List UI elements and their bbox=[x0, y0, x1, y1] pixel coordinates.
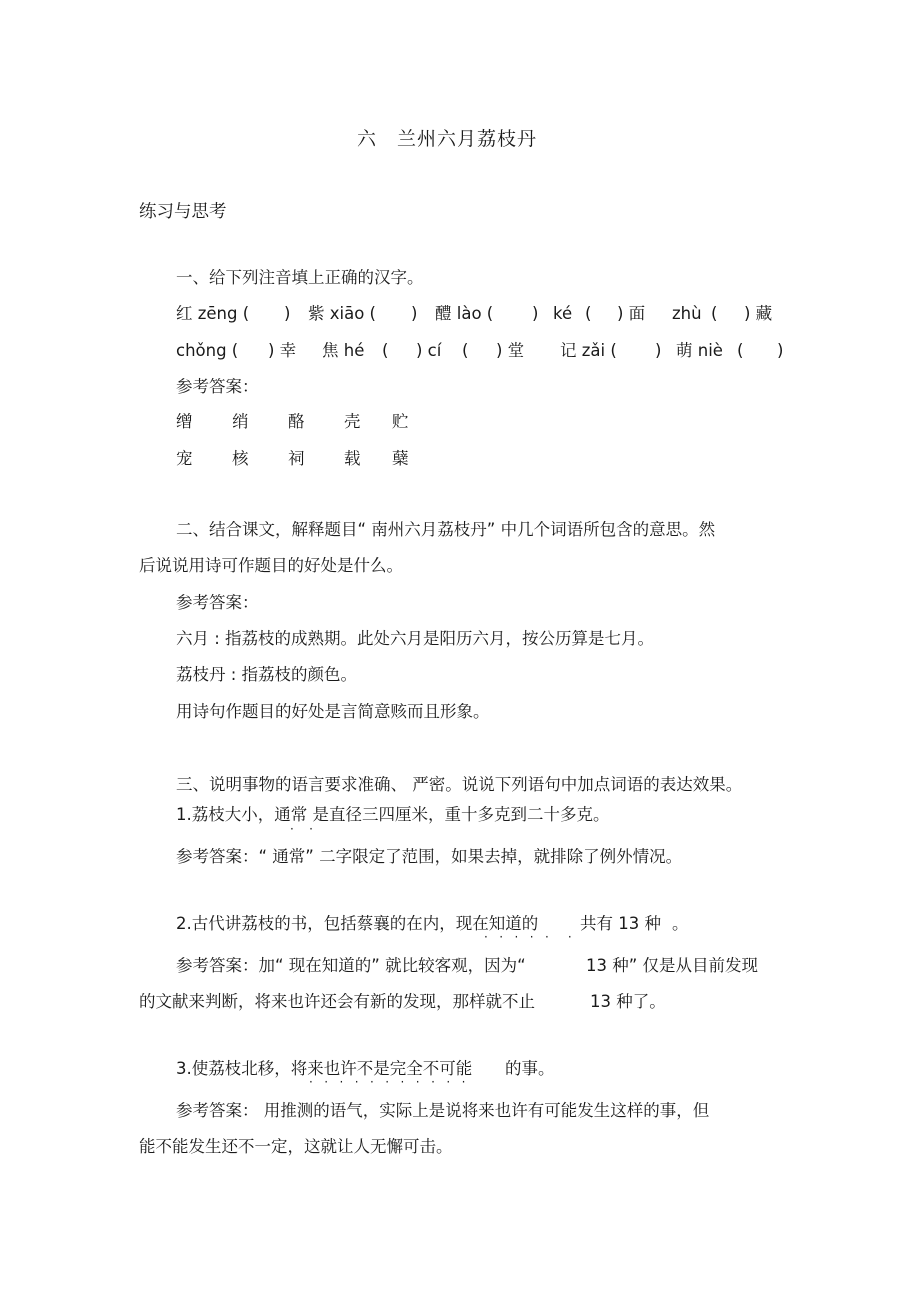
answer-char: 绡 bbox=[232, 412, 249, 431]
q1-row1-item: ) bbox=[411, 304, 418, 323]
q1-row2-item: ) bbox=[655, 341, 662, 360]
q1-row2-item: ) bbox=[777, 341, 784, 360]
emphasis-dots: · · · · · · · · · · · bbox=[309, 1075, 466, 1089]
q3-item-3-text: 3.使荔枝北移，将来也许不是完全不可能 bbox=[176, 1059, 473, 1078]
q3-answer-2-line1-b: 13 种” 仅是从目前发现 bbox=[586, 956, 759, 975]
q3-item-2-count: 共有 13 种 bbox=[580, 914, 661, 933]
q1-row1-item: ké bbox=[553, 304, 573, 323]
q1-row2-item: ( bbox=[737, 341, 744, 360]
q3-answer-1: 参考答案：“ 通常” 二字限定了范围，如果去掉，就排除了例外情况。 bbox=[176, 847, 683, 866]
q3-item-3-end: 的事。 bbox=[505, 1059, 555, 1078]
q1-prompt: 一、给下列注音填上正确的汉字。 bbox=[176, 268, 424, 287]
answer-char: 贮 bbox=[392, 412, 409, 431]
q3-answer-2-line2-b: 13 种了。 bbox=[590, 992, 666, 1011]
q1-row2-item: 萌 niè bbox=[676, 341, 723, 360]
answer-char: 核 bbox=[232, 449, 249, 468]
q3-prompt: 三、说明事物的语言要求准确、 严密。说说下列语句中加点词语的表达效果。 bbox=[176, 775, 743, 794]
emphasis-dots: · · bbox=[290, 822, 313, 836]
q1-row2-item: chǒng ( bbox=[176, 341, 239, 360]
q1-row1-item: 醴 lào ( bbox=[435, 304, 494, 323]
q1-row1-item: 红 zēng ( bbox=[176, 304, 250, 323]
q1-row2-item: ) cí bbox=[416, 341, 442, 360]
page-title: 六 兰州六月荔枝丹 bbox=[357, 128, 538, 150]
q3-answer-2-line1-a: 参考答案：加“ 现在知道的” 就比较客观，因为“ bbox=[176, 956, 526, 975]
answer-char: 载 bbox=[344, 449, 361, 468]
q2-answer-label: 参考答案： bbox=[176, 593, 259, 612]
q1-row2-item: ) 堂 bbox=[496, 341, 525, 360]
q1-row1-item: ) 面 bbox=[617, 304, 646, 323]
q3-item-2-end: 。 bbox=[672, 914, 689, 933]
q1-row1-item: ( bbox=[585, 304, 592, 323]
q3-item-2-text: 2.古代讲荔枝的书，包括蔡襄的在内，现在知道的 bbox=[176, 914, 539, 933]
q2-prompt-line1: 二、结合课文，解释题目“ 南州六月荔枝丹” 中几个词语所包含的意思。然 bbox=[176, 520, 716, 539]
q1-row1-item: ) 藏 bbox=[744, 304, 773, 323]
q2-answer-1: 六月 : 指荔枝的成熟期。此处六月是阳历六月，按公历算是七月。 bbox=[176, 629, 655, 648]
q2-answer-2: 荔枝丹 : 指荔枝的颜色。 bbox=[176, 665, 358, 684]
q1-row2-item: ( bbox=[382, 341, 389, 360]
q1-row2-item: 焦 hé bbox=[322, 341, 365, 360]
q1-answer-label: 参考答案： bbox=[176, 377, 259, 396]
q3-item-1: 1.荔枝大小，通常 是直径三四厘米，重十多克到二十多克。 bbox=[176, 805, 610, 824]
answer-char: 蘖 bbox=[392, 449, 409, 468]
q1-row1-item: ) bbox=[532, 304, 539, 323]
q1-row2-item: ( bbox=[462, 341, 469, 360]
answer-char: 祠 bbox=[288, 449, 305, 468]
q1-row1-item: zhù bbox=[672, 304, 702, 323]
q1-row1-item: ( bbox=[711, 304, 718, 323]
section-title: 练习与思考 bbox=[139, 202, 227, 222]
q3-answer-2-line2-a: 的文献来判断，将来也许还会有新的发现，那样就不止 bbox=[139, 992, 535, 1011]
answer-char: 缯 bbox=[176, 412, 193, 431]
q3-answer-3-line2: 能不能发生还不一定，这就让人无懈可击。 bbox=[139, 1137, 453, 1156]
q2-prompt-line2: 后说说用诗可作题目的好处是什么。 bbox=[139, 556, 403, 575]
emphasis-dots: · · · · · · bbox=[484, 930, 572, 944]
q1-row2-item: 记 zǎi ( bbox=[560, 341, 617, 360]
q1-row1-item: ) bbox=[284, 304, 291, 323]
q1-row2-item: ) 幸 bbox=[268, 341, 297, 360]
answer-char: 壳 bbox=[344, 412, 361, 431]
answer-char: 酪 bbox=[288, 412, 305, 431]
answer-char: 宠 bbox=[176, 449, 193, 468]
q1-row1-item: 紫 xiāo ( bbox=[308, 304, 376, 323]
q3-answer-3-line1: 参考答案： 用推测的语气，实际上是说将来也许有可能发生这样的事，但 bbox=[176, 1101, 710, 1120]
q2-answer-3: 用诗句作题目的好处是言简意赅而且形象。 bbox=[176, 702, 490, 721]
